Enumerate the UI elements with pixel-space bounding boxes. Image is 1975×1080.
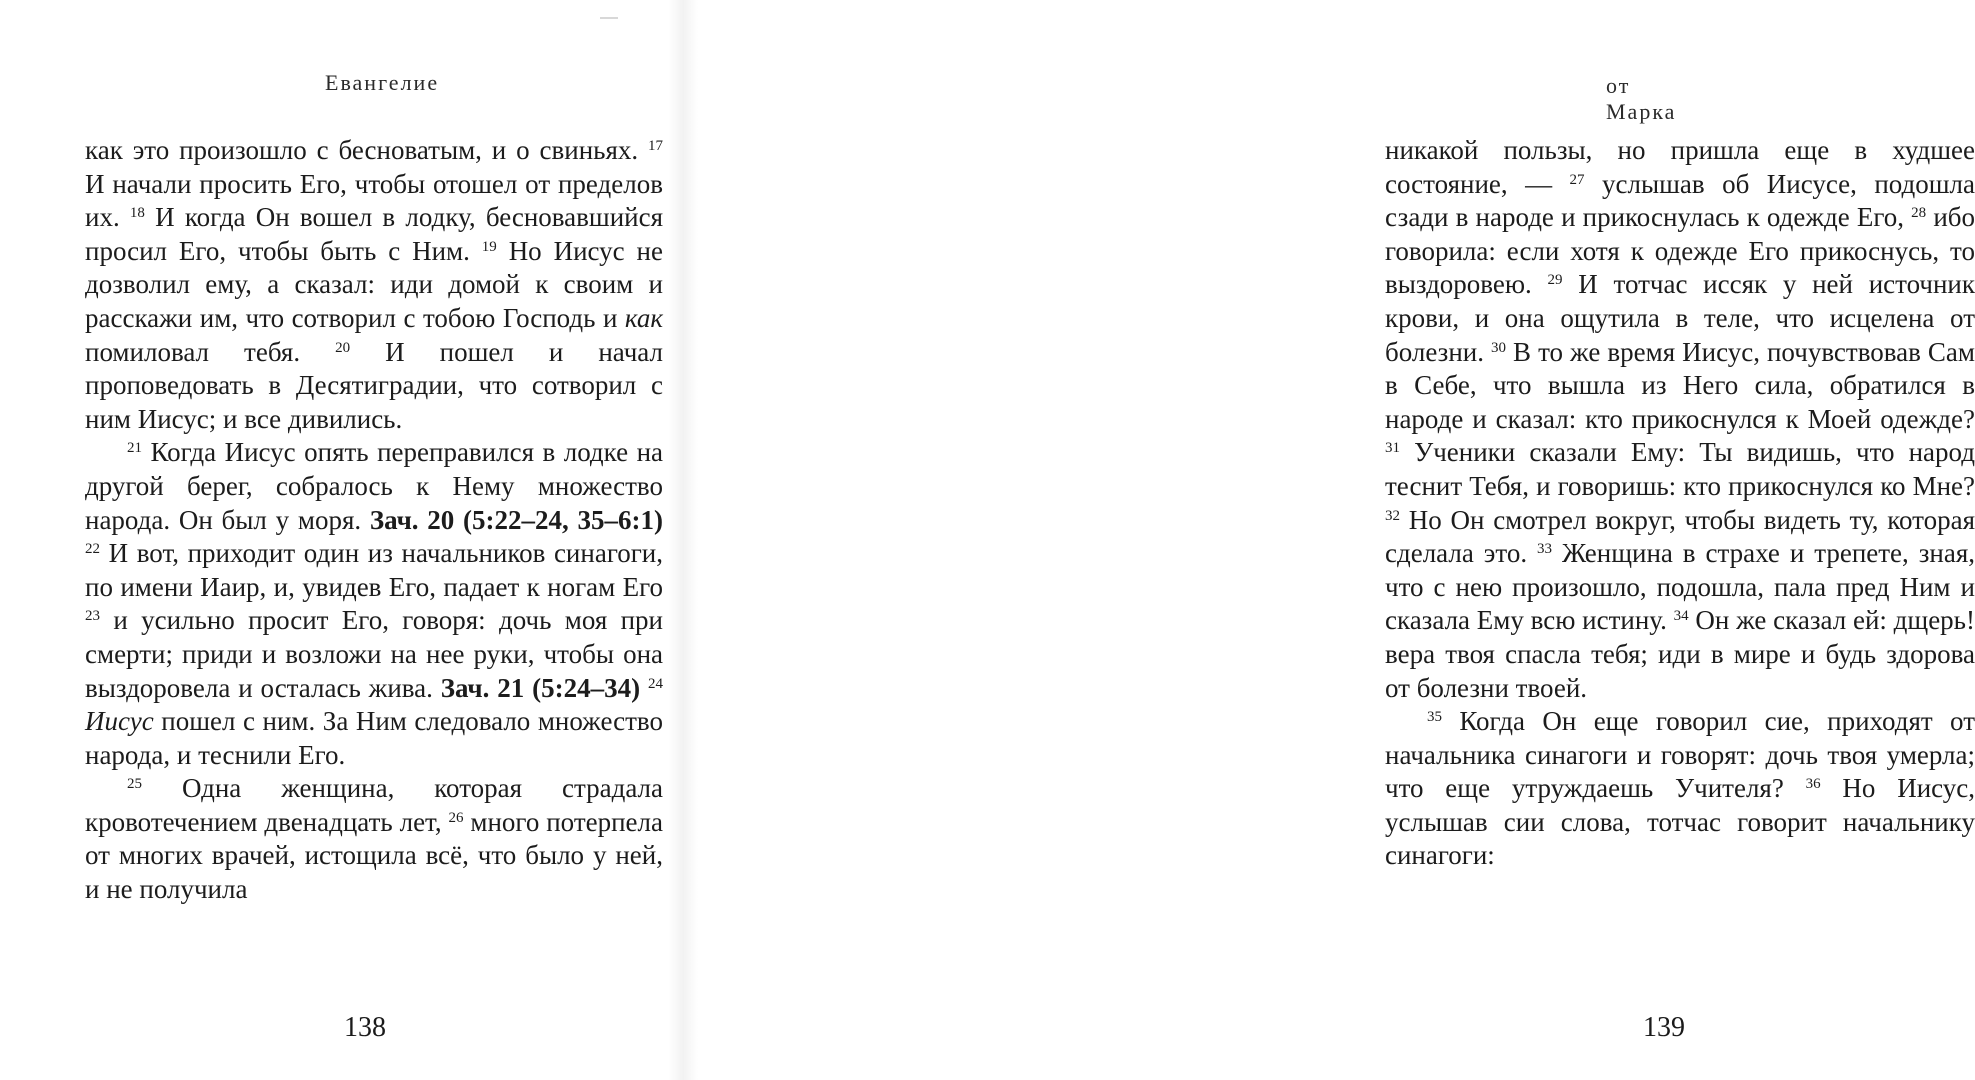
reading-reference: Зач. 21 (5:24–34)	[440, 672, 641, 703]
text-run: И когда Он вошел в лодку, бесновавшийся просил Его, чтобы быть с Ним.	[85, 202, 664, 266]
text-run: никакой пользы, но пришла еще в худшее состояние, —	[1385, 135, 1975, 199]
text-run: В то же время Иисус, почувствовав Сам в Себе, что вышла из Него сила, обратился в народе и сказал: кто прикоснулся к Моей одежде?	[1385, 336, 1975, 434]
page-number-right: 139	[1643, 1012, 1685, 1043]
verse-number: 20	[335, 339, 351, 356]
verse-number: 34	[1673, 608, 1689, 625]
text-run: Женщина в страхе и трепете, зная, что с нею произошло, подошла, пала пред Ним и сказала Ему всю истину.	[1385, 538, 1975, 636]
text-run: пошел с ним. За Ним следовало множество народа, и теснили Его.	[85, 706, 663, 770]
verse-number: 25	[127, 776, 142, 793]
verse-number: 19	[481, 238, 497, 255]
verse-number: 36	[1805, 776, 1821, 793]
paragraph	[85, 772, 663, 906]
verse-number: 29	[1547, 272, 1563, 289]
text-run: ибо говорила: если хотя к одежде Его прикоснусь, то выздоровею.	[1385, 202, 1975, 300]
text-run: И начали просить Его, чтобы отошел от пределов их.	[85, 168, 663, 233]
reading-reference: Зач. 20 (5:22–24, 35–6:1)	[369, 504, 663, 535]
left-page-text	[85, 134, 663, 907]
text-run: Одна женщина, которая страдала кровотечением двенадцать лет,	[85, 773, 663, 837]
text-run: Когда Он еще говорил сие, приходят от начальника синагоги и говорят: дочь твоя умерла; что еще утруждаешь Учителя?	[1385, 706, 1975, 804]
verse-number: 24	[648, 675, 664, 692]
text-run: Но Он смотрел вокруг, чтобы видеть ту, которая сделала это.	[1385, 504, 1975, 569]
text-run: Но Иисус, услышав сии слова, тотчас говорит начальнику синагоги:	[1385, 773, 1975, 871]
text-run: И вот, приходит один из начальников синагоги, по имени Иаир, и, увидев Его, падает к ногам Его	[85, 538, 663, 602]
verse-number: 21	[127, 440, 142, 457]
paragraph	[85, 134, 663, 436]
text-run: как это произошло с бесноватым, и о свиньях.	[85, 135, 648, 165]
verse-number: 27	[1569, 171, 1585, 188]
text-run: И тотчас иссяк у ней источник крови, и она ощутила в теле, что исцелена от болезни.	[1385, 269, 1975, 367]
text-run: Но Иисус не дозволил ему, а сказал: иди домой к своим и расскажи им, что сотворил с тобою Господь и	[85, 235, 663, 333]
text-run: Когда Иисус опять переправился в лодке на другой берег, собралось к Нему множество народа. Он был у моря.	[85, 437, 663, 535]
verse-number: 33	[1537, 541, 1553, 558]
verse-number: 22	[85, 541, 100, 558]
right-page	[688, 0, 1975, 1080]
verse-number: 28	[1911, 205, 1927, 222]
right-page-text	[1385, 134, 1975, 873]
verse-number: 35	[1427, 709, 1442, 726]
page-number-left: 138	[344, 1012, 386, 1043]
verse-number: 23	[85, 608, 100, 625]
text-run	[640, 673, 648, 703]
verse-number: 32	[1385, 507, 1400, 524]
text-run: Он же сказал ей: дщерь! вера твоя спасла тебя; иди в мире и будь здорова от болезни твоей.	[1385, 605, 1975, 703]
running-head-right: от Марка	[1606, 73, 1677, 124]
text-run: и усильно просит Его, говоря: дочь моя при смерти; приди и возложи на нее руки, чтобы она выздоровела и осталась жива.	[85, 605, 663, 703]
text-run: помиловал тебя.	[85, 336, 336, 367]
italic-word: Иисус	[85, 706, 154, 737]
left-page	[0, 0, 690, 1080]
verse-number: 18	[129, 205, 145, 222]
verse-number: 31	[1385, 440, 1400, 457]
running-head-left: Евангелие	[325, 70, 440, 95]
text-run: Ученики сказали Ему: Ты видишь, что народ теснит Тебя, и говоришь: кто прикоснулся ко Мне?	[1385, 437, 1975, 501]
paragraph	[85, 436, 663, 772]
paragraph	[1385, 705, 1975, 873]
text-run: И пошел и начал проповедовать в Десятиградии, что сотворил с ним Иисус; и все дивились.	[85, 336, 663, 434]
paragraph	[1385, 134, 1975, 705]
text-run: много потерпела от многих врачей, истощила всё, что было у ней, и не получила	[85, 806, 663, 905]
verse-number: 26	[448, 809, 464, 826]
text-run: услышав об Иисусе, подошла сзади в народе и прикоснулась к одежде Его,	[1385, 168, 1975, 233]
italic-word: как	[624, 302, 663, 333]
verse-number: 17	[648, 138, 663, 154]
verse-number: 30	[1491, 339, 1507, 356]
